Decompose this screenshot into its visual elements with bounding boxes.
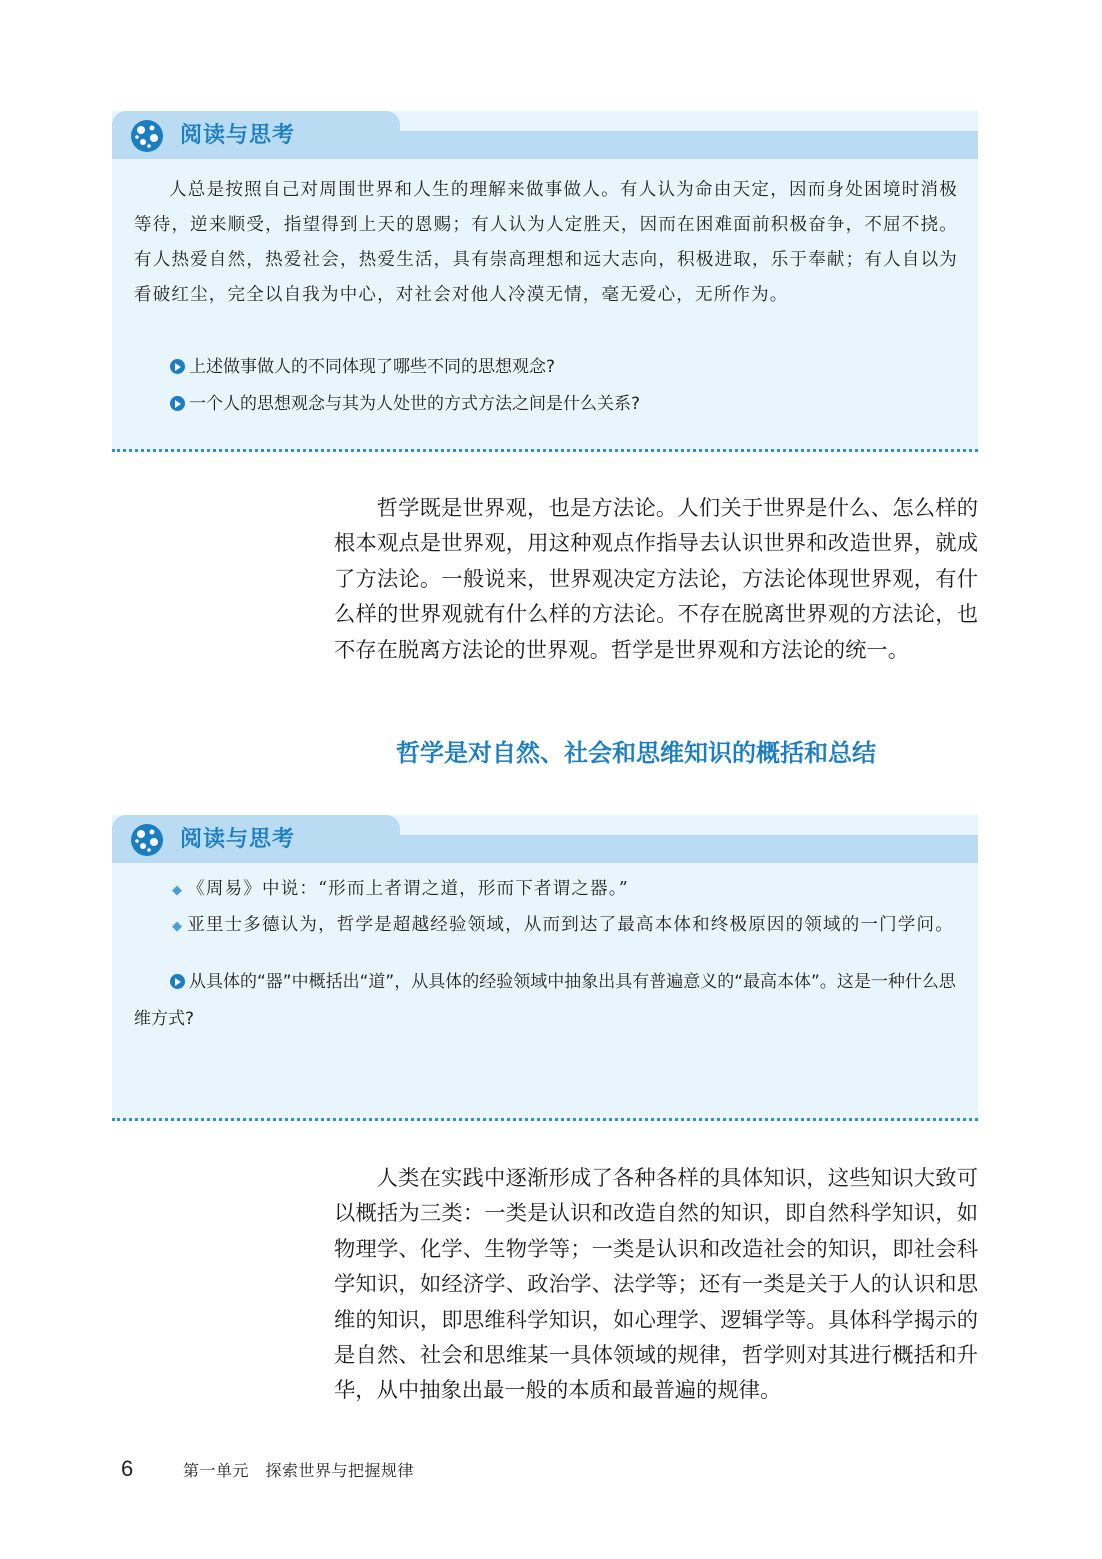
question-text: 一个人的思想观念与其为人处世的方式方法之间是什么关系?: [189, 394, 641, 414]
body-paragraph-1: 哲学既是世界观，也是方法论。人们关于世界是什么、怎么样的根本观点是世界观，用这种观点作指导去认识世界和改造世界，就成了方法论。一般说来，世界观决定方法论，方法论体现世界观，有什么样的世界观就有什么样的方法论。不存在脱离世界观的方法论，也不存在脱离方法论的世界观。哲学是世界观和方法论的统一。: [334, 496, 978, 663]
reading-paragraph: 人总是按照自己对周围世界和人生的理解来做事做人。有人认为命由天定，因而身处困境时消极等待，逆来顺受，指望得到上天的恩赐；有人认为人定胜天，因而在困难面前积极奋争，不屈不挠。有人热爱自然，热爱社会，热爱生活，具有崇高理想和远大志向，积极进取，乐于奉献；有人自以为看破红尘，完全以自我为中心，对社会对他人冷漠无情，毫无爱心，无所作为。: [134, 180, 958, 305]
arrow-bullet-icon: [170, 359, 185, 374]
diamond-bullet-icon: ◆: [172, 883, 184, 898]
quote-item: [134, 908, 958, 944]
question-item: [134, 349, 958, 386]
body-paragraph-2: 人类在实践中逐渐形成了各种各样的具体知识，这些知识大致可以概括为三类：一类是认识和改造自然的知识，即自然科学知识，如物理学、化学、生物学等；一类是认识和改造社会的知识，即社会科学知识，如经济学、政治学、法学等；还有一类是关于人的认识和思维的知识，即思维科学知识，如心理学、逻辑学等。具体科学揭示的是自然、社会和思维某一具体领域的规律，哲学则对其进行概括和升华，从中抽象出最一般的本质和最普遍的规律。: [334, 1166, 978, 1404]
reading-box-1: [112, 111, 978, 452]
quote-item: [134, 872, 958, 908]
question-text: 上述做事做人的不同体现了哪些不同的思想观念?: [189, 357, 556, 377]
reading-box-2: [112, 815, 978, 1121]
box-body: [134, 872, 958, 1038]
quote-text: 《周易》中说：“形而上者谓之道，形而下者谓之器。”: [187, 879, 629, 899]
diamond-bullet-icon: ◆: [172, 919, 184, 934]
chapter-title: 第一单元 探索世界与把握规律: [183, 1461, 415, 1480]
arrow-bullet-icon: [170, 396, 185, 411]
page-number: 6: [121, 1456, 134, 1481]
box-body: [134, 173, 958, 423]
box-title: 阅读与思考: [180, 123, 296, 148]
box-title: 阅读与思考: [180, 827, 296, 852]
section-heading: 哲学是对自然、社会和思维知识的概括和总结: [396, 739, 876, 767]
reading-globe-icon: [130, 823, 164, 857]
quote-text: 亚里士多德认为，哲学是超越经验领域，从而到达了最高本体和终极原因的领域的一门学问。: [187, 915, 954, 935]
question-item: [134, 386, 958, 423]
question-text: 从具体的“器”中概括出“道”，从具体的经验领域中抽象出具有普遍意义的“最高本体”。这是一种什么思维方式?: [134, 972, 956, 1029]
reading-globe-icon: [130, 119, 164, 153]
arrow-bullet-icon: [170, 974, 185, 989]
question-item: [134, 964, 958, 1038]
